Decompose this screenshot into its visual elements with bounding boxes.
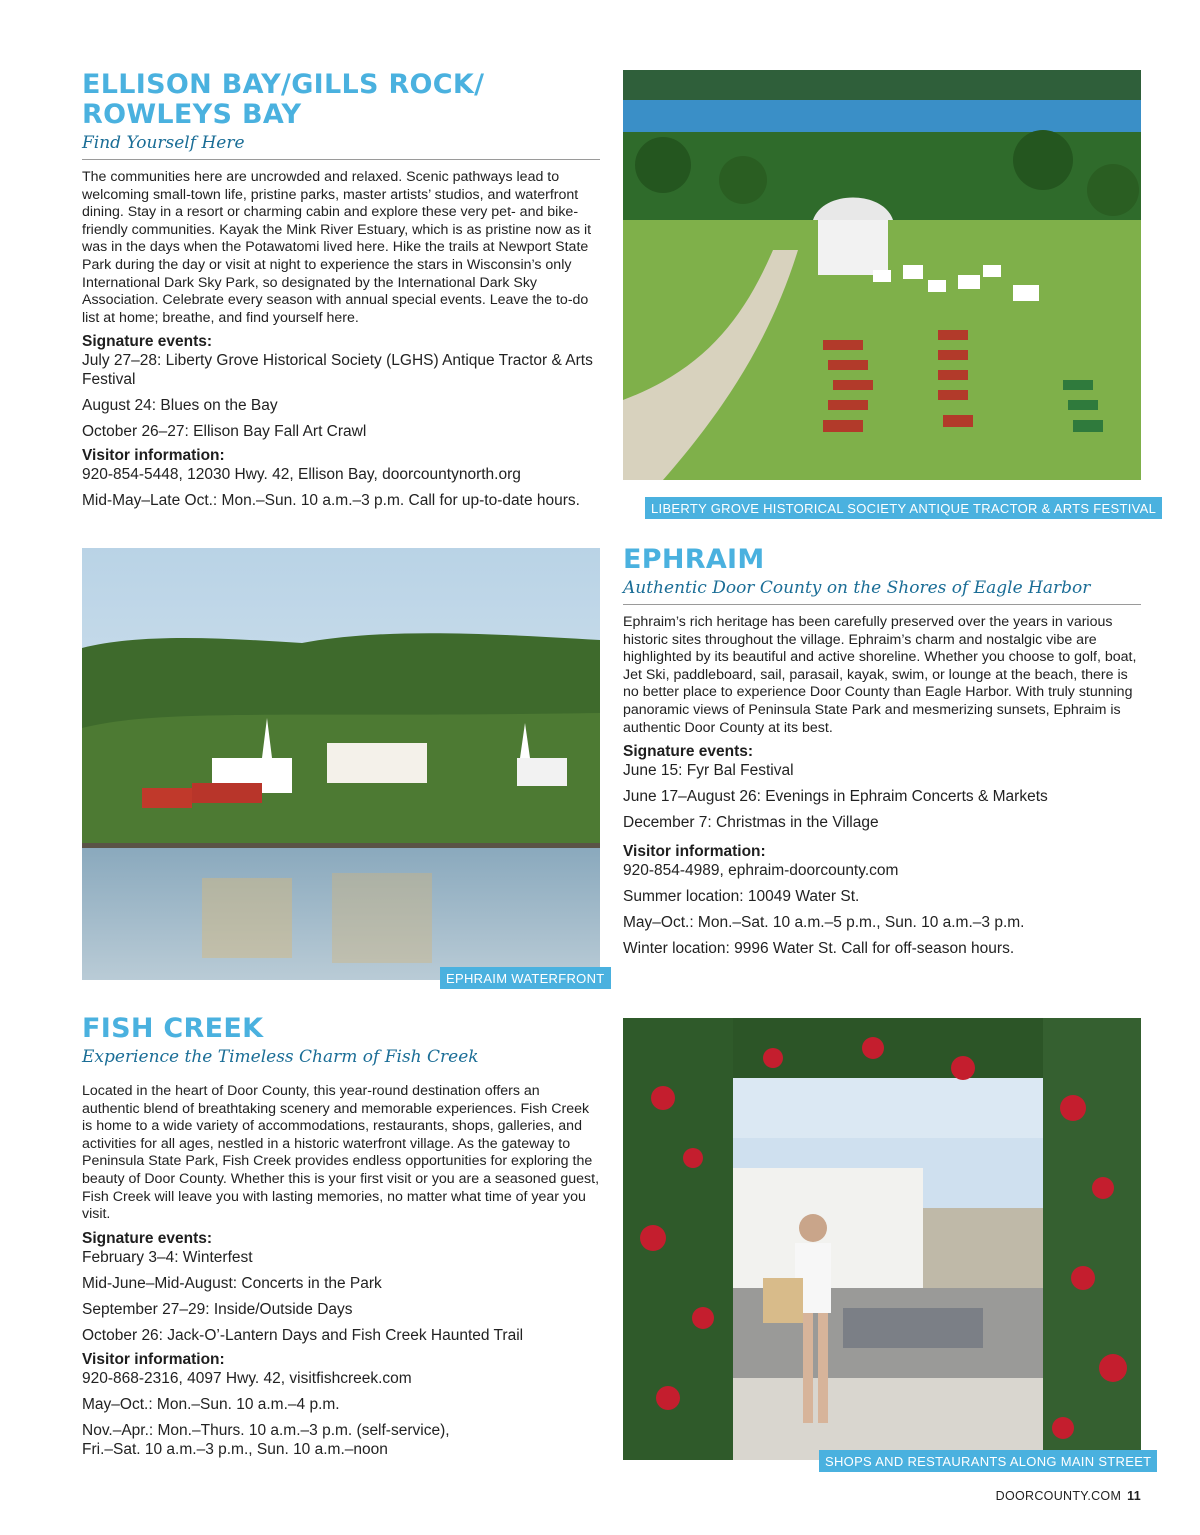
fishcreek-visitor-winter-hours-1: Nov.–Apr.: Mon.–Thurs. 10 a.m.–3 p.m. (self-service), [82,1421,450,1439]
main-street-photo-caption: SHOPS AND RESTAURANTS ALONG MAIN STREET [819,1450,1157,1472]
fishcreek-event-1: February 3–4: Winterfest [82,1248,253,1266]
ellison-body: The communities here are uncrowded and relaxed. Scenic pathways lead to welcoming small-town life, pristine parks, master artists’ studios, and waterfront dining. Stay in a resort or charming cabin and explore these very pet- and bike-friendly communities. Kayak the Mink River Estuary, which is as pristine now as it was in the days when the Potawatomi lived here. Hike the trails at Newport State Park during the day or visit at night to experience the stars in Wisconsin’s only International Dark Sky Park, so designated by the International Dark Sky Association. Celebrate every season with annual special events. Leave the to-do list at home; breathe, and find yourself here. [82,169,592,326]
fishcreek-visitor-winter-hours-2: Fri.–Sat. 10 a.m.–3 p.m., Sun. 10 a.m.–noon [82,1440,388,1458]
fishcreek-event-4: October 26: Jack-O’-Lantern Days and Fish Creek Haunted Trail [82,1326,524,1344]
ellison-visitor-contact: 920-854-5448, 12030 Hwy. 42, Ellison Bay, doorcountynorth.org [82,466,521,484]
fishcreek-tagline: Experience the Timeless Charm of Fish Creek [82,1047,479,1067]
ephraim-visitor-winter: Winter location: 9996 Water St. Call for off-season hours. [623,940,1015,958]
ellison-events-label: Signature events: [82,333,213,351]
tractor-festival-illustration [623,70,1141,480]
ellison-visitor-hours: Mid-May–Late Oct.: Mon.–Sun. 10 a.m.–3 p.m. Call for up-to-date hours. [82,492,580,510]
ellison-title-line1: ELLISON BAY/GILLS ROCK/ [82,69,485,100]
ephraim-event-1: June 15: Fyr Bal Festival [623,762,794,780]
ellison-title-line2: ROWLEYS BAY [82,99,302,130]
fishcreek-title: FISH CREEK [82,1013,264,1044]
ephraim-body: Ephraim’s rich heritage has been carefully preserved over the years in various historic sites throughout the village. Ephraim’s charm and nostalgic vibe are highlighted by its beautiful and active shoreline. Whether you choose to golf, boat, Jet Ski, paddleboard, sail, parasail, kayak, swim, or lounge at the beach, there is no better place to experience Door County than Eagle Harbor. With truly stunning panoramic views of Peninsula State Park and mesmerizing sunsets, Ephraim is authentic Door County at its best. [623,614,1137,736]
ephraim-event-2: June 17–August 26: Evenings in Ephraim Concerts & Markets [623,788,1048,806]
fishcreek-divider [82,1073,600,1074]
ephraim-event-3: December 7: Christmas in the Village [623,814,879,832]
main-street-illustration [623,1018,1141,1460]
ephraim-waterfront-illustration [82,548,600,980]
ephraim-visitor-contact: 920-854-4989, ephraim-doorcounty.com [623,862,899,880]
ellison-event-2: August 24: Blues on the Bay [82,397,278,415]
page-footer [996,1489,1141,1503]
fishcreek-events-label: Signature events: [82,1229,213,1247]
ellison-tagline: Find Yourself Here [82,133,245,153]
fishcreek-event-2: Mid-June–Mid-August: Concerts in the Park [82,1274,382,1292]
tractor-festival-photo [623,70,1141,480]
fishcreek-visitor-summer-hours: May–Oct.: Mon.–Sun. 10 a.m.–4 p.m. [82,1395,340,1413]
ephraim-title: EPHRAIM [623,544,765,575]
ephraim-photo-caption: EPHRAIM WATERFRONT [440,967,611,989]
ephraim-section [623,545,1141,958]
main-street-photo [623,1018,1141,1460]
ephraim-waterfront-photo [82,548,600,980]
ellison-title [82,70,600,130]
ellison-event-1: July 27–28: Liberty Grove Historical Society (LGHS) Antique Tractor & Arts Festival [82,352,593,389]
fishcreek-visitor-contact: 920-868-2316, 4097 Hwy. 42, visitfishcreek.com [82,1369,412,1387]
ellison-event-3: October 26–27: Ellison Bay Fall Art Crawl [82,423,367,441]
page-number: 11 [1127,1489,1141,1503]
fishcreek-event-3: September 27–29: Inside/Outside Days [82,1300,353,1318]
ellison-visitor-label: Visitor information: [82,447,225,465]
ephraim-visitor-summer: Summer location: 10049 Water St. [623,888,860,906]
ellison-divider [82,159,600,160]
fishcreek-section [82,1014,600,1459]
ephraim-divider [623,604,1141,605]
ephraim-tagline: Authentic Door County on the Shores of Eagle Harbor [623,578,1091,598]
tractor-photo-caption: LIBERTY GROVE HISTORICAL SOCIETY ANTIQUE TRACTOR & ARTS FESTIVAL [645,497,1162,519]
fishcreek-visitor-label: Visitor information: [82,1350,225,1368]
ellison-section [82,70,600,510]
footer-site: DOORCOUNTY.COM [995,1489,1122,1503]
ephraim-events-label: Signature events: [623,743,754,761]
ephraim-visitor-label: Visitor information: [623,843,766,861]
ephraim-visitor-hours: May–Oct.: Mon.–Sat. 10 a.m.–5 p.m., Sun. 10 a.m.–3 p.m. [623,914,1025,932]
fishcreek-body: Located in the heart of Door County, this year-round destination offers an authentic blend of breathtaking scenery and memorable experiences. Fish Creek is home to a wide variety of accommodations, restaurants, shops, galleries, and activities for all ages, nestled in a historic waterfront village. As the gateway to Peninsula State Park, Fish Creek provides endless opportunities for exploring the beauty of Door County. Whether this is your first visit or you are a seasoned guest, Fish Creek will leave you with lasting memories, no matter what time of year you visit. [82,1083,600,1223]
